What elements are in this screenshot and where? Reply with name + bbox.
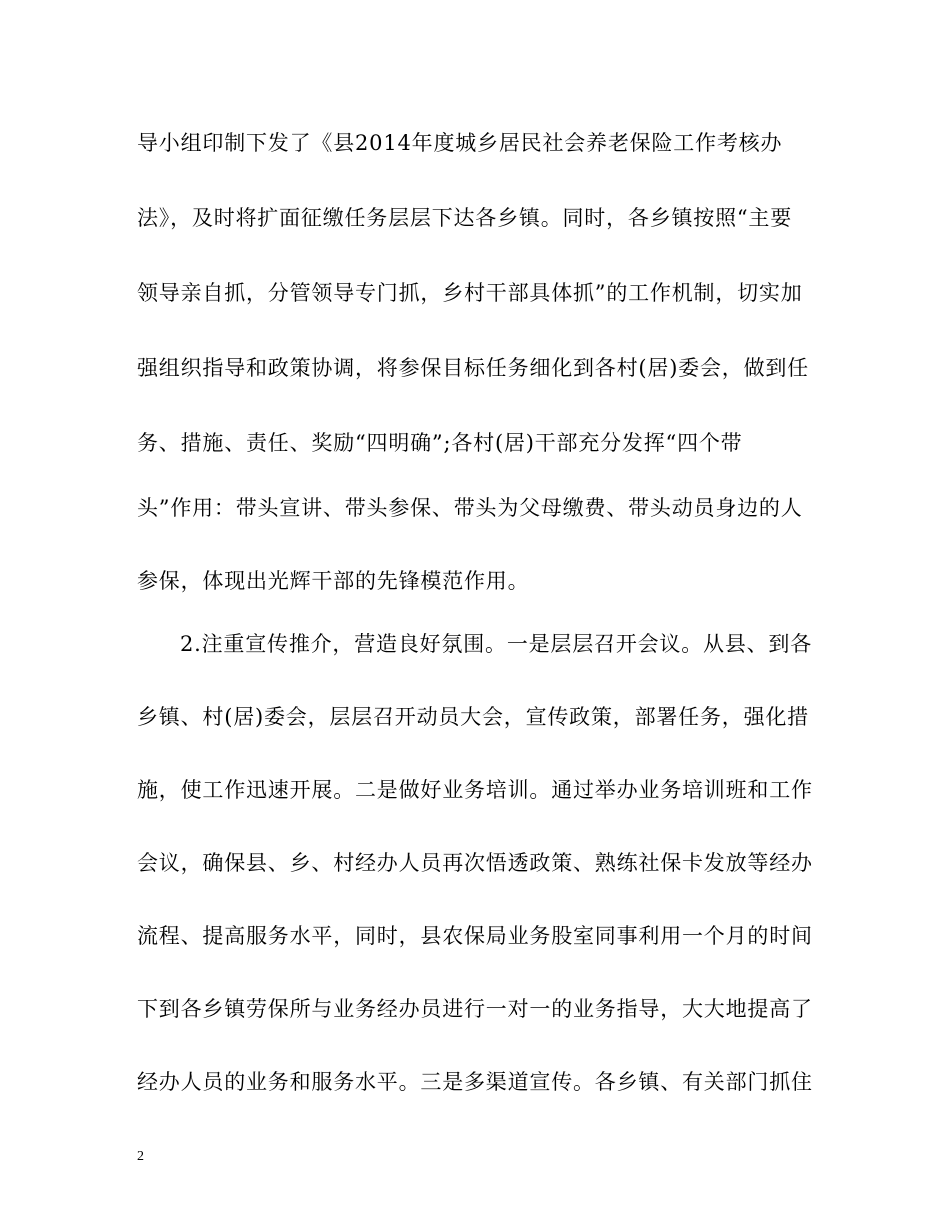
page-number: 2	[137, 1149, 144, 1164]
text-line: 法》，及时将扩面征缴任务层层下达各乡镇。同时，各乡镇按照“主要	[137, 206, 793, 230]
text-line: 乡镇、村(居)委会，层层召开动员大会，宣传政策，部署任务，强化措	[137, 705, 809, 729]
text-line: 参保，体现出光辉干部的先锋模范作用。	[137, 569, 530, 593]
text-line: 头”作用：带头宣讲、带头参保、带头为父母缴费、带头动员身边的人	[137, 496, 803, 520]
text-line: 下到各乡镇劳保所与业务经办员进行一对一的业务指导，大大地提高了	[137, 997, 813, 1021]
text-line: 流程、提高服务水平，同时，县农保局业务股室同事利用一个月的时间	[137, 924, 813, 948]
text-line: 务、措施、责任、奖励“四明确”;各村(居)干部充分发挥“四个带	[137, 431, 743, 455]
text-line: 强组织指导和政策协调，将参保目标任务细化到各村(居)委会，做到任	[137, 356, 809, 380]
paragraph-first-line: 2.注重宣传推介，营造良好氛围。一是层层召开会议。从县、到各	[180, 632, 813, 656]
text-line: 施，使工作迅速开展。二是做好业务培训。通过举办业务培训班和工作	[137, 778, 813, 802]
text-line: 导小组印制下发了《县2014年度城乡居民社会养老保险工作考核办	[137, 131, 783, 155]
text-line: 经办人员的业务和服务水平。三是多渠道宣传。各乡镇、有关部门抓住	[137, 1070, 813, 1094]
text-line: 会议，确保县、乡、村经办人员再次悟透政策、熟练社保卡发放等经办	[137, 851, 813, 875]
text-line: 领导亲自抓，分管领导专门抓，乡村干部具体抓”的工作机制，切实加	[137, 281, 803, 305]
